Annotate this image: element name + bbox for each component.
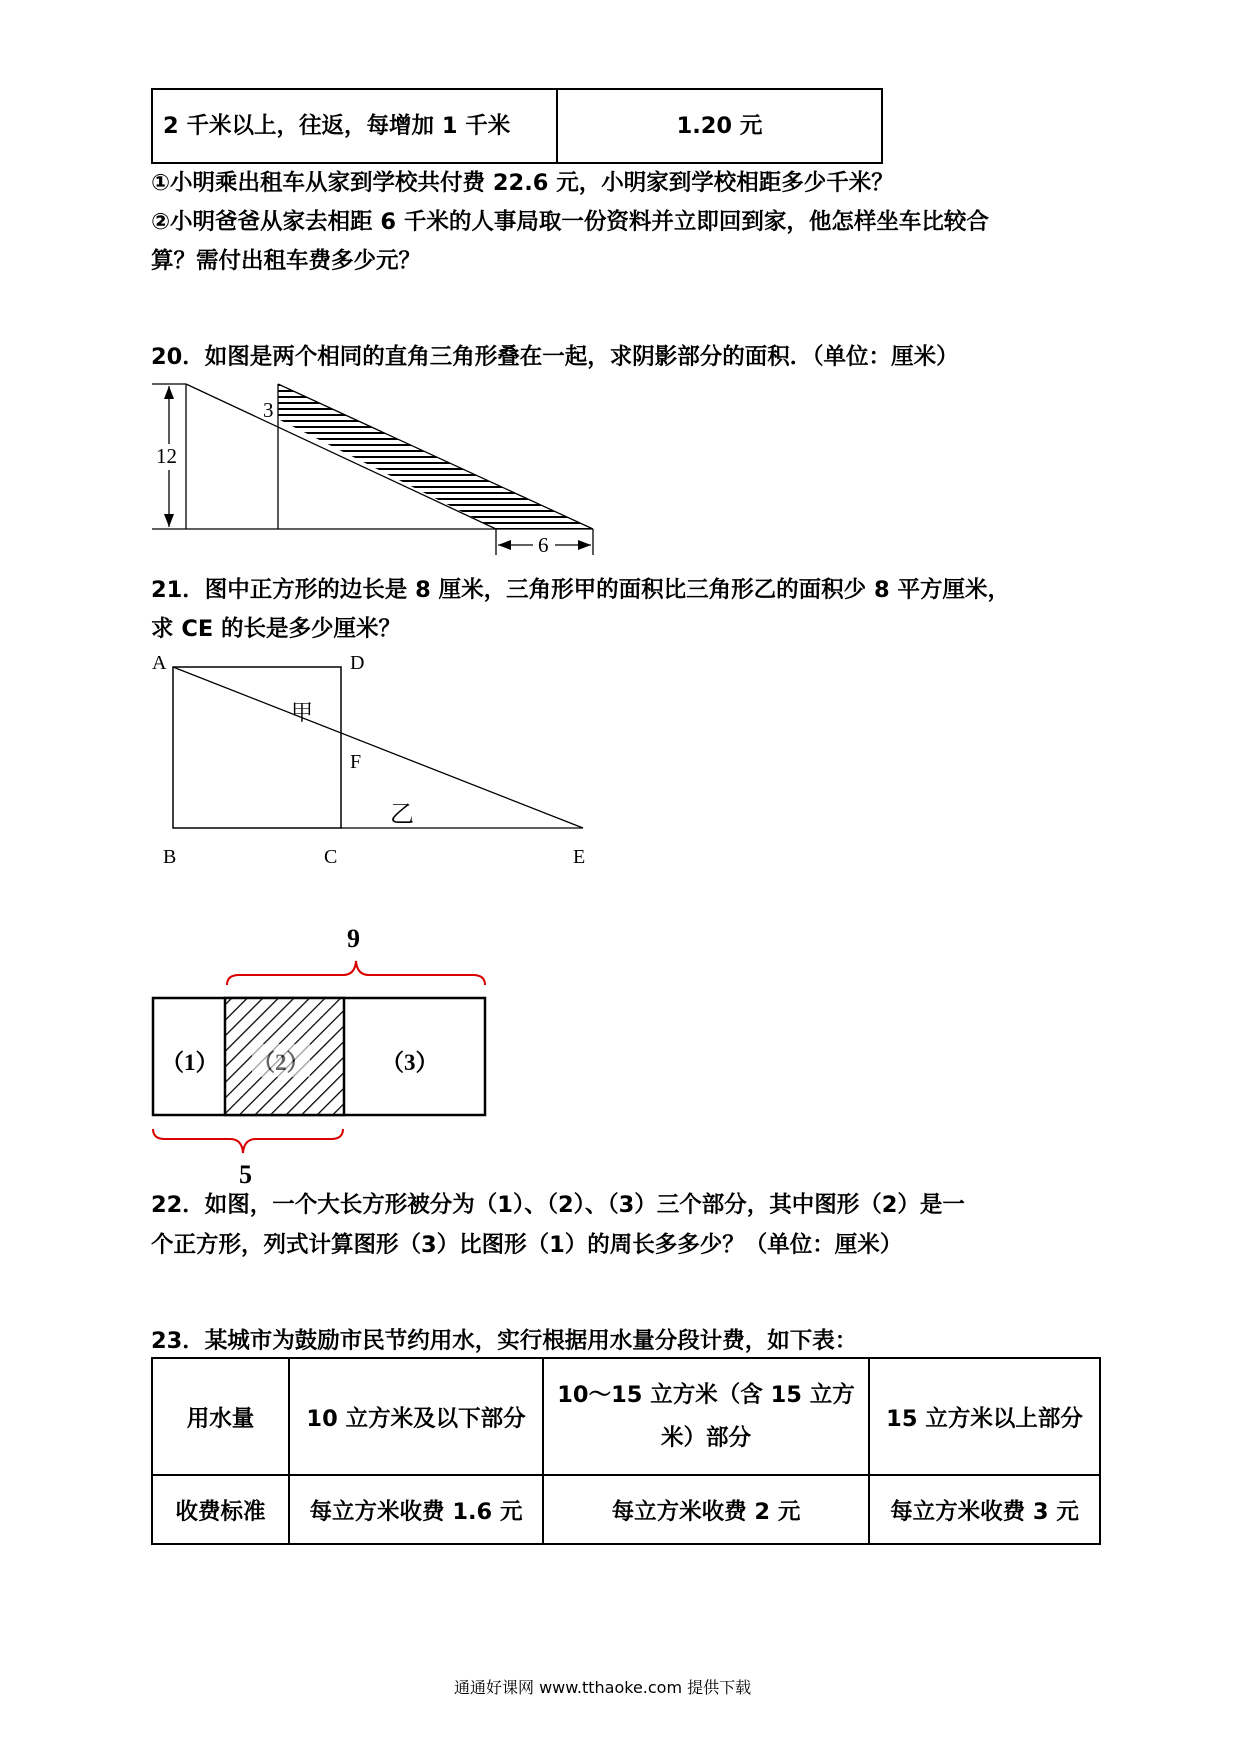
point-d-label: D (350, 652, 365, 674)
square-abcd (173, 667, 341, 828)
q19-part2-line1: ②小明爸爸从家去相距 6 千米的人事局取一份资料并立即回到家，他怎样坐车比较合 (151, 209, 989, 235)
point-c-label: C (324, 846, 338, 868)
point-b-label: B (163, 846, 177, 868)
point-e-label: E (573, 846, 586, 868)
point-f-label: F (350, 751, 362, 773)
part3-label: （3） (381, 1050, 439, 1075)
table-cell: 每立方米收费 1.6 元 (289, 1475, 543, 1544)
line-ae (173, 667, 583, 828)
height-arrow-up (164, 386, 174, 399)
table-cell: 10 立方米及以下部分 (289, 1358, 543, 1475)
table-row (152, 1475, 1100, 1544)
height-label: 12 (156, 444, 177, 468)
table-cell (543, 1358, 869, 1475)
table-cell: 15 立方米以上部分 (869, 1358, 1100, 1475)
q21-line2: 求 CE 的长是多少厘米？ (151, 616, 402, 642)
footer-text: 通通好课网 www.tthaoke.com 提供下载 (454, 1678, 752, 1697)
brace-top (227, 961, 485, 985)
triangle-left-hypotenuse (186, 384, 496, 529)
point-a-label: A (152, 652, 167, 674)
bottom-brace-label: 5 (239, 1160, 252, 1189)
part2-label: （2） (252, 1044, 310, 1077)
shift-label: 6 (538, 533, 549, 557)
part1-label: （1） (161, 1050, 219, 1075)
table-row (152, 1358, 1100, 1475)
header-col3-line2: 米）部分 (660, 1424, 751, 1451)
offset-label: 3 (263, 398, 274, 422)
q19-part2-line2: 算？需付出租车费多少元？ (151, 248, 422, 274)
triangle-right-hypotenuse (278, 384, 593, 529)
shift-arrow-right (578, 540, 591, 550)
fare-row-label: 2 千米以上，往返，每增加 1 千米 (152, 89, 557, 163)
q19-part1: ①小明乘出租车从家到学校共付费 22.6 元，小明家到学校相距多少千米？ (151, 170, 894, 196)
table-cell: 收费标准 (152, 1475, 289, 1544)
header-col3-line1: 10～15 立方米（含 15 立方 (557, 1381, 855, 1408)
table-cell: 每立方米收费 2 元 (543, 1475, 869, 1544)
water-fee-table (151, 1357, 1101, 1545)
q22-line2: 个正方形，列式计算图形（3）比图形（1）的周长多多少？（单位：厘米） (151, 1232, 903, 1258)
shift-arrow-left (498, 540, 511, 550)
table-cell: 每立方米收费 3 元 (869, 1475, 1100, 1544)
q23-intro: 23．某城市为鼓励市民节约用水，实行根据用水量分段计费，如下表： (151, 1328, 858, 1354)
top-brace-label: 9 (347, 924, 360, 953)
q20-text: 20．如图是两个相同的直角三角形叠在一起，求阴影部分的面积．（单位：厘米） (151, 344, 959, 370)
q22-line1: 22．如图，一个大长方形被分为（1）、（2）、（3）三个部分，其中图形（2）是一 (151, 1192, 965, 1218)
height-arrow-down (164, 514, 174, 527)
brace-bottom (153, 1129, 343, 1153)
region-yi-label: 乙 (390, 802, 414, 828)
table-cell: 用水量 (152, 1358, 289, 1475)
q21-line1: 21．图中正方形的边长是 8 厘米，三角形甲的面积比三角形乙的面积少 8 平方厘米， (151, 577, 1010, 603)
region-jia-label: 甲 (291, 700, 314, 725)
fare-row-value: 1.20 元 (557, 89, 882, 163)
